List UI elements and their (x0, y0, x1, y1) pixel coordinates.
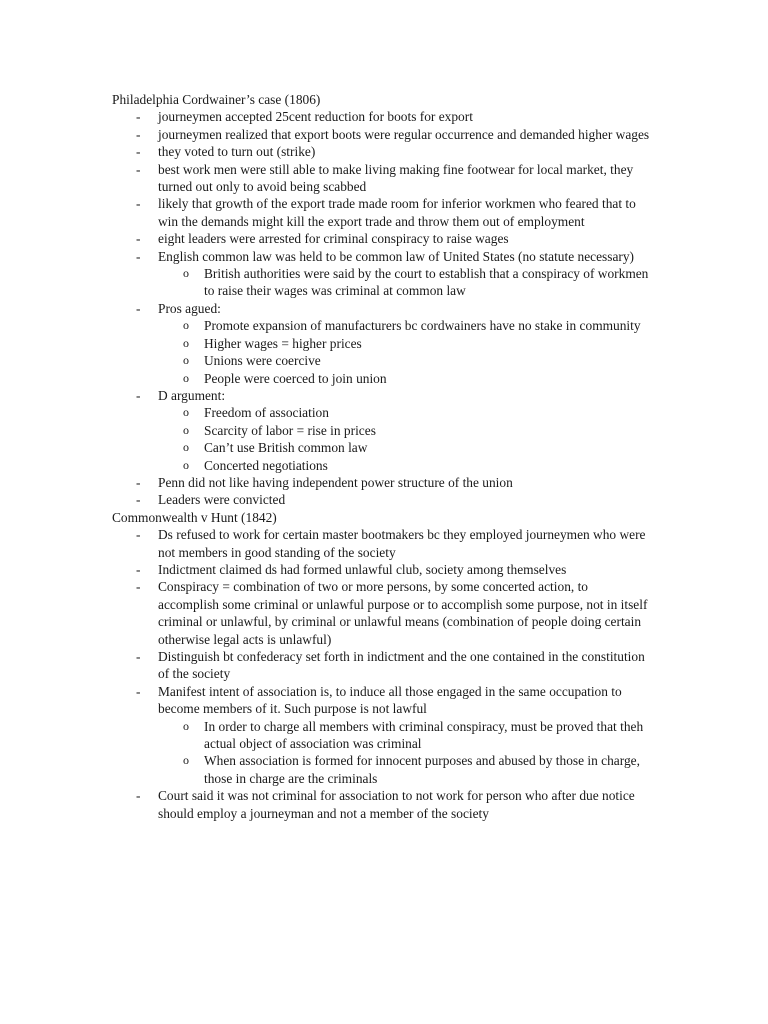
list-item (112, 474, 652, 491)
list-item-text: Indictment claimed ds had formed unlawful club, society among themselves (158, 561, 567, 577)
list-item (112, 161, 652, 196)
list-item-text: Pros agued: (158, 300, 221, 316)
sub-list-item-text: In order to charge all members with criminal conspiracy, must be proved that theh actual object of association was criminal (204, 718, 644, 752)
sub-list-item (158, 317, 652, 334)
sub-list-item (158, 335, 652, 352)
circle-bullet-icon: o (183, 457, 189, 472)
sub-list-item (158, 718, 652, 753)
sub-list-item (158, 422, 652, 439)
sub-list-item-text: Scarcity of labor = rise in prices (204, 422, 376, 438)
sub-list-item-text: Unions were coercive (204, 353, 321, 369)
dash-bullet-icon: - (136, 579, 141, 595)
section-heading: Commonwealth v Hunt (1842) (112, 509, 277, 525)
sub-list-item-text: When association is formed for innocent purposes and abused by those in charge, those in charge are the criminals (204, 753, 640, 786)
dash-bullet-icon: - (136, 144, 141, 160)
dash-bullet-icon: - (136, 126, 141, 142)
list-item (112, 491, 652, 508)
sub-bullet-list (158, 718, 652, 788)
list-item (112, 648, 652, 683)
sub-list-item (158, 457, 652, 474)
sub-list-item-text: Higher wages = higher prices (204, 335, 362, 351)
list-item-text: D argument: (158, 387, 226, 403)
list-item-text: Court said it was not criminal for association to not work for person who after due notice should employ a journeyman and not a member of the society (158, 788, 635, 821)
circle-bullet-icon: o (183, 266, 189, 281)
circle-bullet-icon: o (183, 318, 189, 333)
list-item (112, 195, 652, 230)
bullet-list (112, 108, 652, 508)
circle-bullet-icon: o (183, 353, 189, 368)
list-item (112, 126, 652, 143)
circle-bullet-icon: o (183, 335, 189, 350)
list-item-text: journeymen accepted 25cent reduction for boots for export (158, 109, 473, 125)
list-item (112, 230, 652, 247)
document-page (112, 91, 652, 822)
list-item-text: Manifest intent of association is, to induce all those engaged in the same occupation to become members of it. Such purpose is not lawful (158, 683, 622, 717)
dash-bullet-icon: - (136, 248, 141, 264)
list-item-text: Leaders were convicted (158, 492, 286, 508)
list-item-text: Distinguish bt confederacy set forth in indictment and the one contained in the constitution of the society (158, 649, 645, 682)
dash-bullet-icon: - (136, 561, 141, 577)
list-item-text: Conspiracy = combination of two or more persons, by some concerted action, to accomplish some criminal or unlawful purpose or to accomplish some purpose, not in itself criminal or unlawful, by criminal or unlawful means (combination of people doing certain otherwise legal acts is unlawful) (158, 579, 648, 647)
list-item (112, 787, 652, 822)
sub-list-item (158, 439, 652, 456)
circle-bullet-icon: o (183, 753, 189, 768)
dash-bullet-icon: - (136, 300, 141, 316)
list-item-text: English common law was held to be common law of United States (no statute necessary) (158, 248, 635, 264)
dash-bullet-icon: - (136, 492, 141, 508)
list-item-text: they voted to turn out (strike) (158, 144, 316, 160)
sub-list-item-text: Freedom of association (204, 405, 329, 421)
dash-bullet-icon: - (136, 683, 141, 699)
sub-list-item (158, 752, 652, 787)
sub-bullet-list (158, 404, 652, 474)
list-item-text: best work men were still able to make living making fine footwear for local market, they turned out only to avoid being scabbed (158, 161, 634, 195)
list-item (112, 143, 652, 160)
bullet-list (112, 526, 652, 822)
dash-bullet-icon: - (136, 196, 141, 212)
sub-list-item-text: Can’t use British common law (204, 440, 368, 456)
sub-list-item (158, 404, 652, 421)
circle-bullet-icon: o (183, 718, 189, 733)
circle-bullet-icon: o (183, 440, 189, 455)
dash-bullet-icon: - (136, 788, 141, 804)
sub-list-item-text: Promote expansion of manufacturers bc cordwainers have no stake in community (204, 318, 641, 334)
sub-list-item (158, 352, 652, 369)
circle-bullet-icon: o (183, 405, 189, 420)
list-item (112, 108, 652, 125)
sub-list-item (158, 265, 652, 300)
list-item-text: eight leaders were arrested for criminal conspiracy to raise wages (158, 231, 509, 247)
list-item (112, 300, 652, 387)
list-item-text: journeymen realized that export boots were regular occurrence and demanded higher wages (158, 126, 650, 142)
dash-bullet-icon: - (136, 649, 141, 664)
sub-bullet-list (158, 265, 652, 300)
circle-bullet-icon: o (183, 422, 189, 437)
dash-bullet-icon: - (136, 109, 141, 125)
dash-bullet-icon: - (136, 387, 141, 403)
sub-list-item-text: British authorities were said by the court to establish that a conspiracy of workmen to raise their wages was criminal at common law (204, 266, 649, 299)
list-item (112, 561, 652, 578)
list-item (112, 578, 652, 648)
dash-bullet-icon: - (136, 474, 141, 490)
sub-list-item-text: People were coerced to join union (204, 370, 387, 386)
sub-list-item (158, 370, 652, 387)
list-item-text: Penn did not like having independent power structure of the union (158, 474, 513, 490)
dash-bullet-icon: - (136, 527, 141, 543)
list-item-text: Ds refused to work for certain master bootmakers bc they employed journeymen who were not members in good standing of the society (158, 527, 646, 560)
circle-bullet-icon: o (183, 370, 189, 385)
list-item (112, 387, 652, 474)
list-item (112, 526, 652, 561)
list-item (112, 248, 652, 300)
section-heading: Philadelphia Cordwainer’s case (1806) (112, 92, 321, 107)
dash-bullet-icon: - (136, 231, 141, 247)
list-item (112, 683, 652, 787)
sub-list-item-text: Concerted negotiations (204, 457, 328, 473)
dash-bullet-icon: - (136, 161, 141, 177)
sub-bullet-list (158, 317, 652, 387)
list-item-text: likely that growth of the export trade made room for inferior workmen who feared that to win the demands might kill the export trade and throw them out of employment (158, 196, 636, 229)
